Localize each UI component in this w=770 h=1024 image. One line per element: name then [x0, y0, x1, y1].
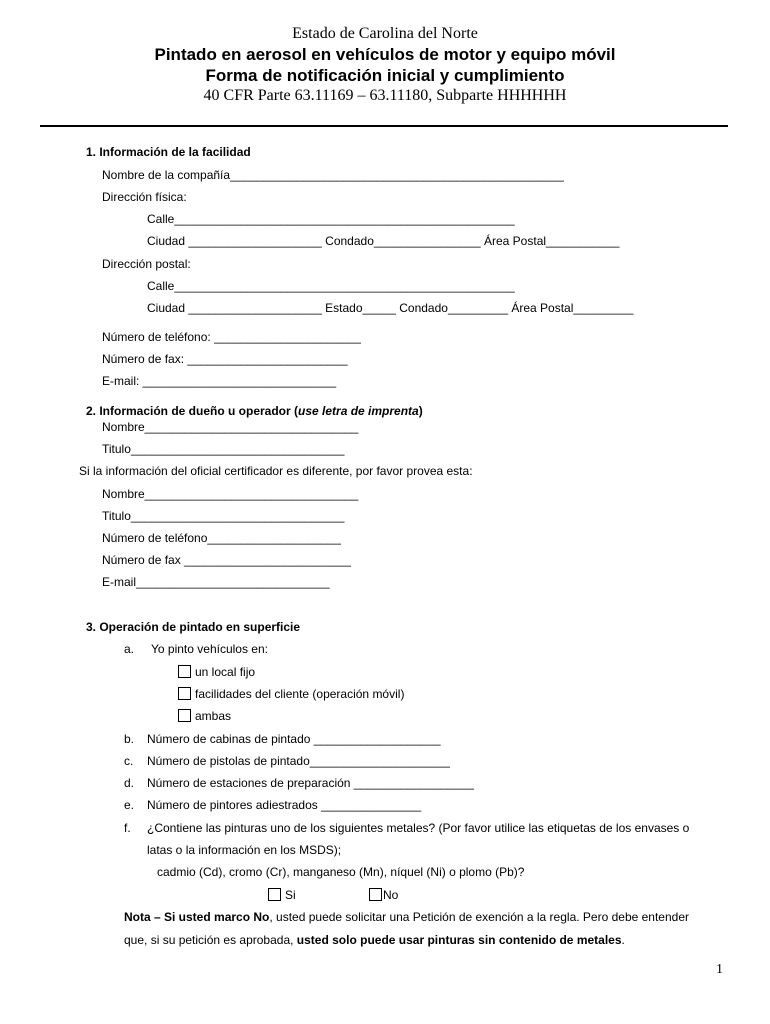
owner-title-field[interactable]: Titulo________________________________	[102, 442, 345, 456]
page-number: 1	[716, 962, 723, 977]
metals-list: cadmio (Cd), cromo (Cr), manganeso (Mn), níquel (Ni) o plomo (Pb)?	[157, 865, 525, 879]
item-d-label: d.	[124, 776, 135, 790]
fax-field[interactable]: Número de fax: ________________________	[102, 352, 348, 366]
item-a-label: a.	[124, 642, 135, 656]
checkbox-yes[interactable]	[268, 888, 281, 901]
physical-city-field[interactable]: Ciudad ____________________ Condado________________ Área Postal___________	[147, 234, 620, 248]
cfr-reference: 40 CFR Parte 63.11169 – 63.11180, Subparte HHHHHH	[203, 87, 567, 104]
option-fixed-label: un local fijo	[195, 665, 256, 679]
section-2-heading-close: )	[418, 404, 423, 418]
section-1-heading: 1. Información de la facilidad	[86, 145, 251, 159]
checkbox-no[interactable]	[369, 888, 382, 901]
checkbox-both[interactable]	[178, 709, 191, 722]
option-yes-label: Si	[285, 888, 296, 902]
section-3-heading: 3. Operación de pintado en superficie	[86, 620, 301, 634]
phone-field[interactable]: Número de teléfono: ______________________	[102, 330, 361, 344]
item-b-label: b.	[124, 732, 135, 746]
state-header: Estado de Carolina del Norte	[292, 25, 478, 42]
note-text: , usted puede solicitar una Petición de exención a la regla. Pero debe entender	[269, 910, 689, 924]
postal-city-field[interactable]: Ciudad ____________________ Estado_____ Condado_________ Área Postal_________	[147, 301, 634, 315]
section-2-heading	[86, 404, 423, 418]
certifier-email-field[interactable]: E-mail_____________________________	[102, 575, 330, 589]
section-2-heading-emphasis: use letra de imprenta	[298, 404, 419, 418]
form-title-2: Forma de notificación inicial y cumplimiento	[205, 66, 565, 85]
note2-end: .	[621, 933, 625, 947]
item-a-text: Yo pinto vehículos en:	[151, 642, 268, 656]
option-client-facility[interactable]	[178, 687, 404, 701]
trained-painters-field[interactable]: Número de pintores adiestrados _______________	[147, 798, 422, 812]
option-yes[interactable]	[268, 888, 296, 902]
metals-question-line1: ¿Contiene las pinturas uno de los siguientes metales? (Por favor utilice las etiquetas de los envases o	[147, 821, 690, 835]
checkbox-client-facility[interactable]	[178, 687, 191, 700]
certifier-note: Si la información del oficial certificador es diferente, por favor provea esta:	[79, 464, 473, 478]
physical-street-field[interactable]: Calle___________________________________________________	[147, 212, 515, 226]
option-both-label: ambas	[195, 709, 232, 723]
note-bold: Nota – Si usted marco No	[124, 910, 270, 924]
postal-address-label: Dirección postal:	[102, 257, 191, 271]
postal-street-field[interactable]: Calle___________________________________________________	[147, 279, 515, 293]
option-fixed-location[interactable]	[178, 665, 255, 679]
company-name-field[interactable]: Nombre de la compañía__________________________________________________	[102, 168, 564, 182]
certifier-fax-field[interactable]: Número de fax _________________________	[102, 553, 351, 567]
paint-guns-field[interactable]: Número de pistolas de pintado_____________________	[147, 754, 450, 768]
item-c-label: c.	[124, 754, 134, 768]
item-f-label: f.	[124, 821, 131, 835]
option-client-label: facilidades del cliente (operación móvil)	[195, 687, 405, 701]
header-divider	[40, 125, 728, 127]
note2-bold: usted solo puede usar pinturas sin contenido de metales	[296, 933, 622, 947]
physical-address-label: Dirección física:	[102, 190, 187, 204]
prep-stations-field[interactable]: Número de estaciones de preparación __________________	[147, 776, 474, 790]
item-e-label: e.	[124, 798, 135, 812]
certifier-title-field[interactable]: Titulo________________________________	[102, 509, 345, 523]
email-field[interactable]: E-mail: _____________________________	[102, 374, 337, 388]
note-line-1	[124, 910, 689, 924]
option-no[interactable]	[369, 888, 398, 902]
option-both[interactable]	[178, 709, 231, 723]
certifier-name-field[interactable]: Nombre________________________________	[102, 487, 359, 501]
section-2-heading-text: 2. Información de dueño u operador (	[86, 404, 299, 418]
paint-booths-field[interactable]: Número de cabinas de pintado ___________________	[147, 732, 441, 746]
owner-name-field[interactable]: Nombre________________________________	[102, 420, 359, 434]
option-no-label: No	[383, 888, 399, 902]
note2-text: que, si su petición es aprobada,	[124, 933, 297, 947]
checkbox-fixed-location[interactable]	[178, 665, 191, 678]
certifier-phone-field[interactable]: Número de teléfono____________________	[102, 531, 341, 545]
form-title-1: Pintado en aerosol en vehículos de motor y equipo móvil	[154, 45, 616, 64]
metals-question-line2: latas o la información en los MSDS);	[147, 843, 342, 857]
note-line-2	[124, 933, 625, 947]
